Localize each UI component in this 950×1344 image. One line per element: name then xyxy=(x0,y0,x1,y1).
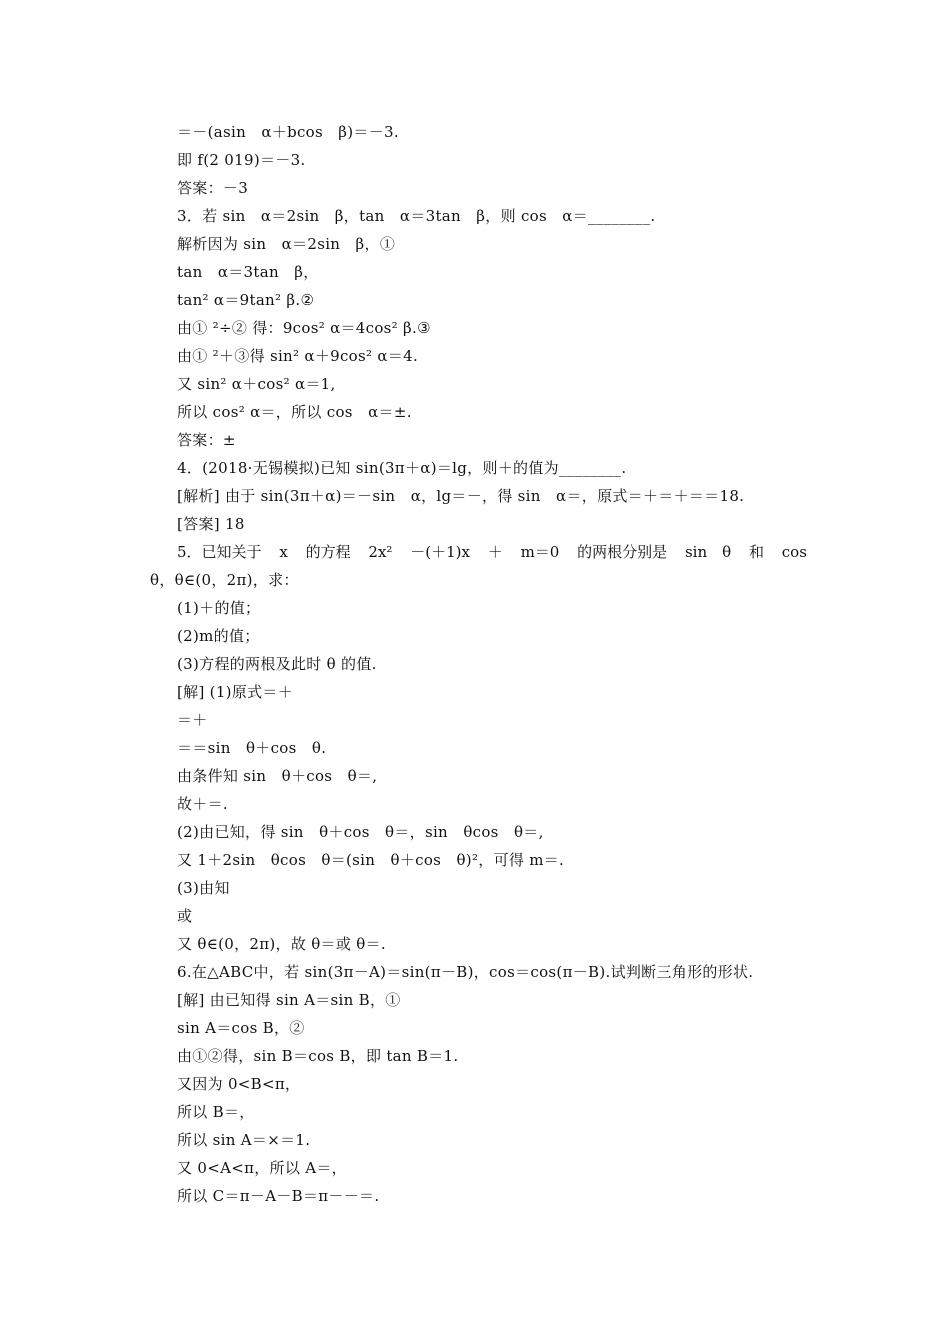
q5-word: 和 xyxy=(748,543,764,561)
text-line: tan α＝3tan β， xyxy=(177,263,319,281)
text-line: (2)m的值； xyxy=(177,627,260,645)
text-line: 由条件知 sin θ＋cos θ＝, xyxy=(177,767,378,785)
text-line: 又 0<A<π，所以 A＝， xyxy=(177,1159,347,1177)
text-line: ＝＋ xyxy=(177,711,208,729)
q5-word: ＋ xyxy=(487,543,503,561)
text-line: (2)由已知，得 sin θ＋cos θ＝，sin θcos θ＝, xyxy=(177,823,544,841)
text-line: 所以 B＝， xyxy=(177,1103,255,1121)
q5-word: 2x² xyxy=(368,543,393,561)
text-line: 解析因为 sin α＝2sin β，① xyxy=(177,235,396,253)
text-line: 又因为 0<B<π， xyxy=(177,1075,301,1093)
text-line: 所以 sin A＝×＝1. xyxy=(177,1131,311,1149)
q5-word: 的两根分别是 xyxy=(577,543,668,561)
question-4: 4．(2018·无锡模拟)已知 sin(3π＋α)＝lg，则＋的值为________. xyxy=(177,459,627,477)
text-line: 由①②得，sin B＝cos B，即 tan B＝1. xyxy=(177,1047,459,1065)
text-line: 由① ²＋③得 sin² α＋9cos² α＝4. xyxy=(177,347,419,365)
question-5-line-1 xyxy=(177,542,807,562)
question-3: 3．若 sin α＝2sin β，tan α＝3tan β，则 cos α＝________. xyxy=(177,207,656,225)
question-6: 6.在△ABC中，若 sin(3π－A)＝sin(π－B)，cos＝cos(π－B).试判断三角形的形状. xyxy=(177,963,754,981)
text-line: 由① ²÷② 得：9cos² α＝4cos² β.③ xyxy=(177,319,431,337)
text-line: sin A＝cos B，② xyxy=(177,1019,305,1037)
text-line: (3)方程的两根及此时 θ 的值. xyxy=(177,655,377,673)
text-line: 所以 C＝π－A－B＝π－－＝. xyxy=(177,1187,380,1205)
answer-line: [答案] 18 xyxy=(177,515,245,533)
text-line: (1)＋的值； xyxy=(177,599,261,617)
text-line: (3)由知 xyxy=(177,879,230,897)
q5-word: －(＋1)x xyxy=(410,543,470,561)
text-line: 又 1＋2sin θcos θ＝(sin θ＋cos θ)²，可得 m＝. xyxy=(177,851,565,869)
text-line: 或 xyxy=(177,907,193,925)
q5-word: cos xyxy=(781,543,807,561)
text-line: ＝－(asin α＋bcos β)＝－3. xyxy=(177,123,399,141)
text-line: [解析] 由于 sin(3π＋α)＝－sin α，lg＝－，得 sin α＝，原式＝＋＝＋＝＝18. xyxy=(177,487,745,505)
q5-word: 5．已知关于 xyxy=(177,543,262,561)
text-line: 所以 cos² α＝，所以 cos α＝±. xyxy=(177,403,412,421)
text-line: 故＋＝. xyxy=(177,795,228,813)
q5-word: sin θ xyxy=(684,543,732,561)
text-line: ＝＝sin θ＋cos θ. xyxy=(177,739,327,757)
answer-line: 答案：－3 xyxy=(177,179,249,197)
q5-word: x xyxy=(279,543,288,561)
text-line: 即 f(2 019)＝－3. xyxy=(177,151,306,169)
text-line: 又 sin² α＋cos² α＝1, xyxy=(177,375,336,393)
text-line: tan² α＝9tan² β.② xyxy=(177,291,315,309)
text-line: 又 θ∈(0，2π)，故 θ＝或 θ＝. xyxy=(177,935,386,953)
q5-word: m＝0 xyxy=(520,543,560,561)
answer-line: 答案：± xyxy=(177,431,236,449)
q5-word: 的方程 xyxy=(305,543,351,561)
question-5-line-2: θ，θ∈(0，2π)，求： xyxy=(150,571,299,589)
text-line: [解] (1)原式＝＋ xyxy=(177,683,294,701)
text-line: [解] 由已知得 sin A＝sin B，① xyxy=(177,991,401,1009)
